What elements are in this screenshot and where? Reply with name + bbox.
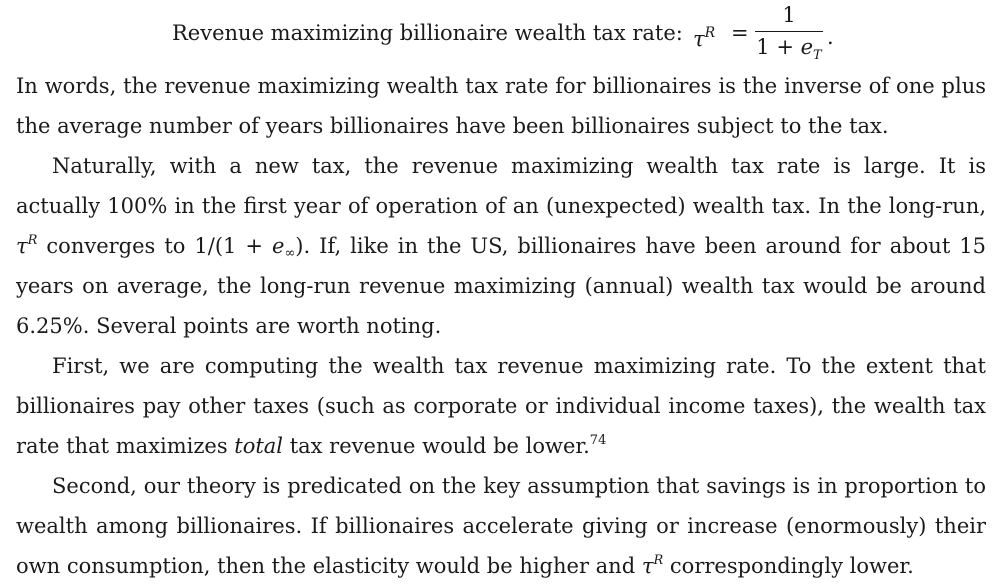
inline-e-infinity: $e_\infty$ bbox=[272, 234, 296, 261]
footnote-marker[interactable]: 74 bbox=[589, 433, 607, 448]
tax-rate-equation bbox=[0, 4, 1004, 62]
paragraph-naturally: Naturally, with a new tax, the revenue maximizing wealth tax rate is large. It is actually 100% in the first year of operation of an (unexpected) wealth tax. In the long-run, $\tau^R$ converges to $1/(1 + e_\infty)$. If, like in the US, billionaires have been around for about 15 years on average, the long-run revenue maximizing (annual) wealth tax would be around 6.25%. Several points are worth noting. bbox=[16, 154, 986, 338]
equation-period: . bbox=[827, 25, 834, 49]
equation-lhs-superscript: R bbox=[704, 25, 716, 41]
equation-lhs: $\tau^R$ bbox=[693, 25, 716, 51]
equation-label: Revenue maximizing billionaire wealth tax rate: bbox=[172, 21, 683, 45]
paragraph-second: Second, our theory is predicated on the key assumption that savings is in proportion to wealth among billionaires. If billionaires accelerate giving or increase (enormously) their own consumption, then the elasticity would be higher and $\tau^R$ correspondingly lower. bbox=[16, 474, 986, 578]
inline-tau-r: $\tau^R$ bbox=[641, 553, 664, 578]
inline-tau-r: $\tau^R$ bbox=[16, 233, 38, 258]
equation-numerator: 1 bbox=[782, 3, 796, 27]
equation-equals: = bbox=[731, 21, 749, 45]
emphasis-total: total bbox=[234, 434, 284, 458]
equation-fraction bbox=[753, 4, 825, 62]
equation-denominator: $1 + e_T$ bbox=[756, 35, 822, 64]
paragraph-in-words: In words, the revenue maximizing wealth tax rate for billionaires is the inverse of one plus the average number of years billionaires have been billionaires subject to the tax. bbox=[16, 74, 986, 138]
paragraph-first: First, we are computing the wealth tax revenue maximizing rate. To the extent that billionaires pay other taxes (such as corporate or individual income taxes), the wealth tax rate that maximizes total tax revenue would be lower.$^{74}$ bbox=[16, 354, 986, 458]
